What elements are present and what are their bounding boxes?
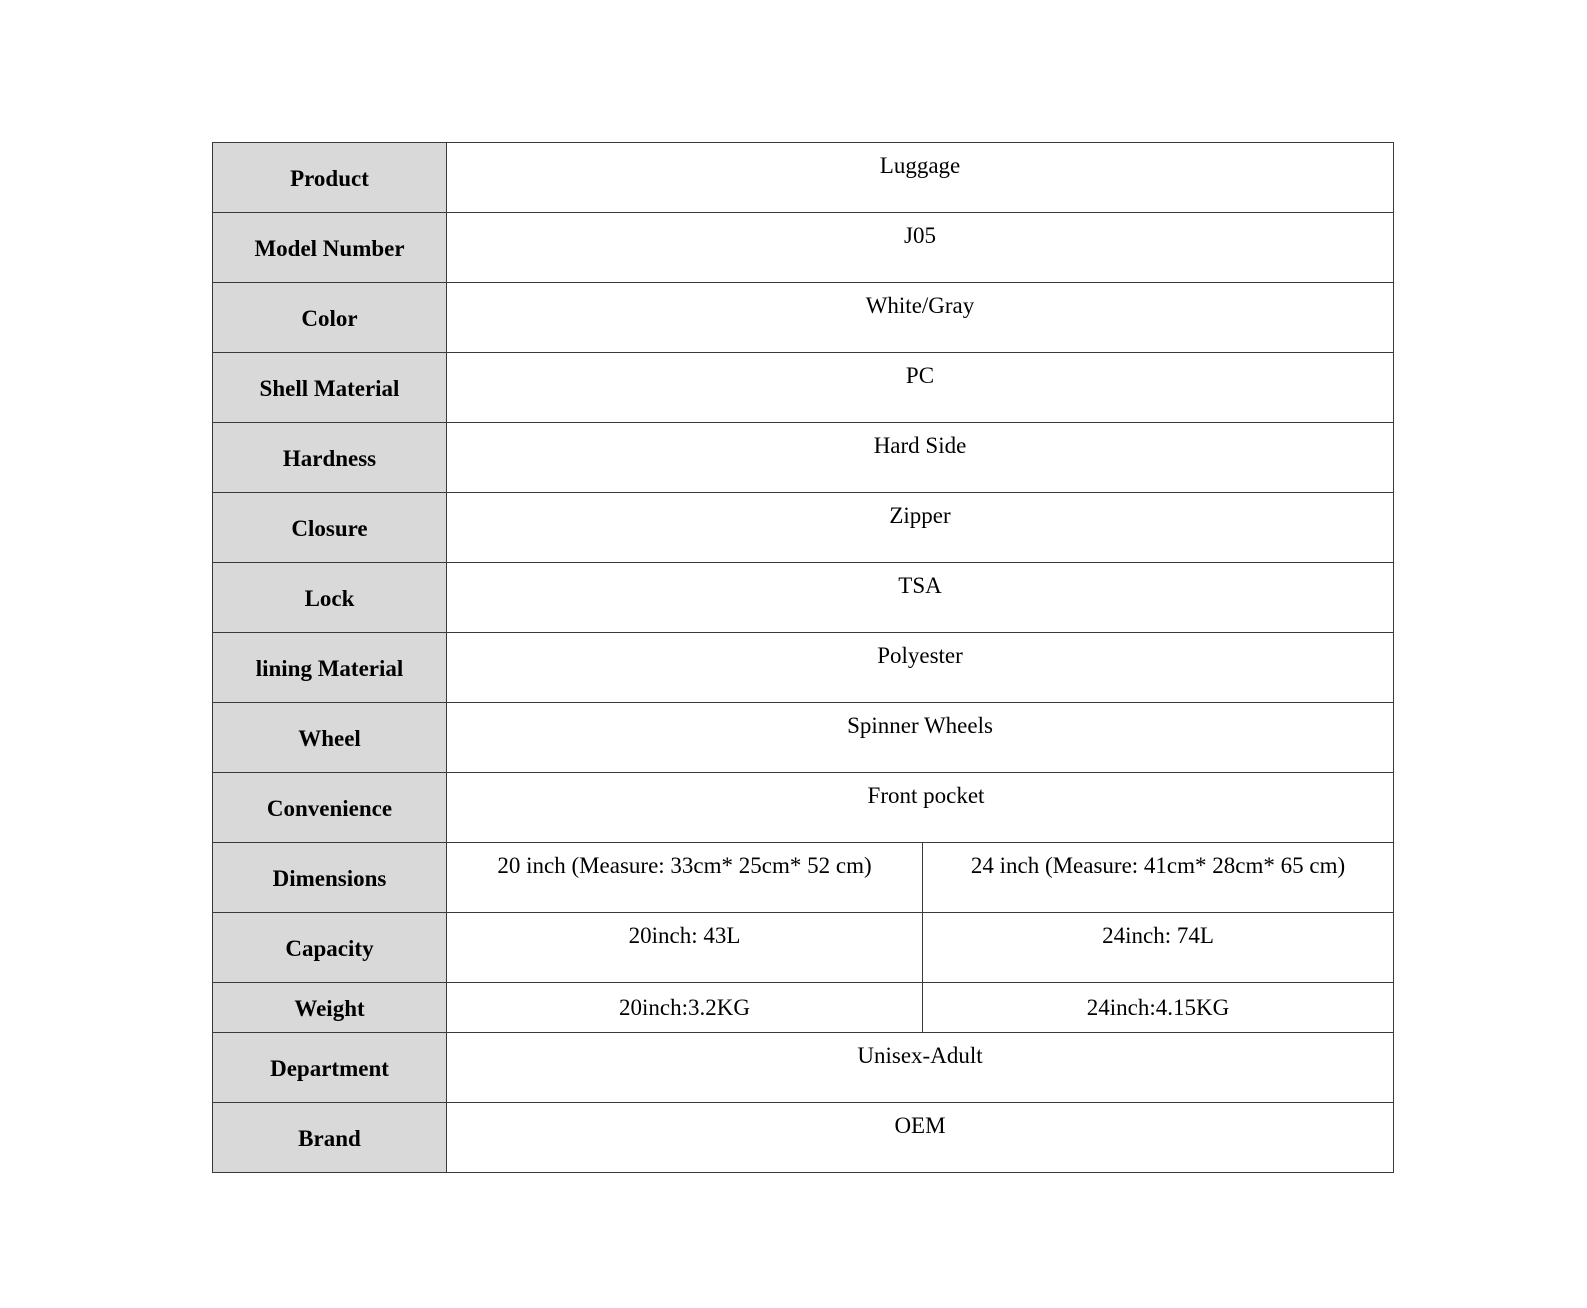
spec-value: TSA [447, 563, 1394, 633]
spec-label: Hardness [213, 423, 447, 493]
spec-label: Lock [213, 563, 447, 633]
spec-row-brand [213, 1103, 1394, 1173]
spec-label: Dimensions [213, 843, 447, 913]
spec-row-lining-material [213, 633, 1394, 703]
spec-value-20-inch: 20inch: 43L [447, 913, 923, 983]
spec-label: Brand [213, 1103, 447, 1173]
spec-label: Closure [213, 493, 447, 563]
spec-label: Shell Material [213, 353, 447, 423]
spec-label: Department [213, 1033, 447, 1103]
spec-row-lock [213, 563, 1394, 633]
spec-value-20-inch: 20inch:3.2KG [447, 983, 923, 1033]
product-spec-table [212, 142, 1394, 1173]
spec-row-closure [213, 493, 1394, 563]
spec-row-hardness [213, 423, 1394, 493]
spec-label: Convenience [213, 773, 447, 843]
spec-value: Luggage [447, 143, 1394, 213]
spec-value: Hard Side [447, 423, 1394, 493]
spec-label: Capacity [213, 913, 447, 983]
spec-value: Zipper [447, 493, 1394, 563]
spec-label: Weight [213, 983, 447, 1033]
spec-value-24-inch: 24 inch (Measure: 41cm* 28cm* 65 cm) [923, 843, 1394, 913]
spec-value-24-inch: 24inch:4.15KG [923, 983, 1394, 1033]
spec-label: Model Number [213, 213, 447, 283]
spec-value: Polyester [447, 633, 1394, 703]
spec-row-department [213, 1033, 1394, 1103]
spec-value-20-inch: 20 inch (Measure: 33cm* 25cm* 52 cm) [447, 843, 923, 913]
spec-value: Unisex-Adult [447, 1033, 1394, 1103]
spec-label: Wheel [213, 703, 447, 773]
spec-value: PC [447, 353, 1394, 423]
spec-value: J05 [447, 213, 1394, 283]
spec-row-weight [213, 983, 1394, 1033]
spec-value-24-inch: 24inch: 74L [923, 913, 1394, 983]
spec-value: White/Gray [447, 283, 1394, 353]
spec-label: Color [213, 283, 447, 353]
spec-label: lining Material [213, 633, 447, 703]
spec-row-model-number [213, 213, 1394, 283]
spec-row-color [213, 283, 1394, 353]
spec-row-product [213, 143, 1394, 213]
spec-row-wheel [213, 703, 1394, 773]
spec-value: Spinner Wheels [447, 703, 1394, 773]
spec-row-dimensions [213, 843, 1394, 913]
spec-row-shell-material [213, 353, 1394, 423]
spec-row-convenience [213, 773, 1394, 843]
spec-label: Product [213, 143, 447, 213]
spec-value: Front pocket [447, 773, 1394, 843]
spec-value: OEM [447, 1103, 1394, 1173]
spec-row-capacity [213, 913, 1394, 983]
